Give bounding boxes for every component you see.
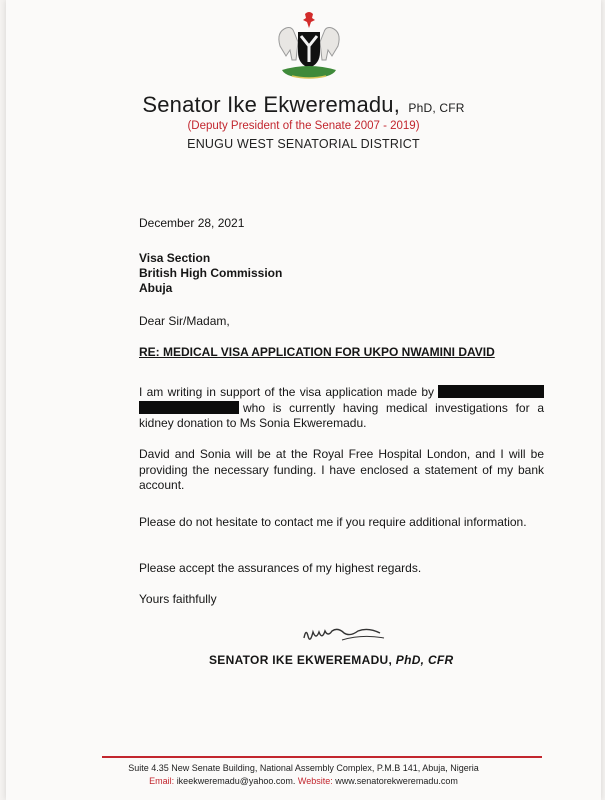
handwritten-signature (296, 618, 406, 650)
signer-name (209, 653, 454, 667)
recipient-address (139, 251, 544, 296)
website-link[interactable]: www.senatorekweremadu.com (335, 776, 458, 786)
closing: Yours faithfully (139, 592, 217, 606)
paragraph-regards: Please accept the assurances of my highest regards. (139, 561, 422, 575)
recipient-line: Abuja (139, 281, 173, 295)
website-label: Website: (297, 776, 333, 786)
redaction-bar (438, 385, 544, 398)
email-link[interactable]: ikeekweremadu@yahoo.com. (176, 776, 296, 786)
paragraph-support-start: I am writing in support of the visa application made by (139, 385, 434, 399)
letterhead-credentials: PhD, CFR (408, 101, 465, 115)
letterhead-name-text: Senator Ike Ekweremadu, (142, 92, 401, 117)
footer-address: Suite 4.35 New Senate Building, National Assembly Complex, P.M.B 141, Abuja, Nigeria (128, 763, 479, 773)
footer-contact (6, 776, 601, 786)
coat-of-arms-emblem (268, 10, 350, 90)
recipient-line: Visa Section (139, 251, 211, 265)
paragraph-support (139, 385, 544, 432)
signer-name-text: SENATOR IKE EKWEREMADU, (209, 653, 393, 667)
letterhead-deputy-line: (Deputy President of the Senate 2007 - 2019) (187, 120, 420, 132)
paragraph-funding: David and Sonia will be at the Royal Free Hospital London, and I will be providing the necessary funding. I have enclosed a statement of my bank account. (139, 447, 544, 492)
email-label: Email: (149, 776, 175, 786)
recipient-line: British High Commission (139, 266, 283, 280)
signer-credentials: PhD, CFR (395, 653, 454, 667)
paragraph-contact: Please do not hesitate to contact me if you require additional information. (139, 515, 527, 529)
footer-divider (102, 756, 542, 758)
paragraph-support-end: who is currently having medical investigations for a kidney donation to Ms Sonia Ekweremadu. (139, 400, 544, 430)
letter-page (6, 0, 601, 800)
letterhead-name (6, 92, 601, 118)
letter-date: December 28, 2021 (139, 216, 245, 230)
letterhead-district: ENUGU WEST SENATORIAL DISTRICT (187, 137, 420, 151)
subject-line: RE: MEDICAL VISA APPLICATION FOR UKPO NWAMINI DAVID (139, 345, 495, 359)
salutation: Dear Sir/Madam, (139, 314, 230, 328)
redaction-bar (139, 401, 239, 414)
